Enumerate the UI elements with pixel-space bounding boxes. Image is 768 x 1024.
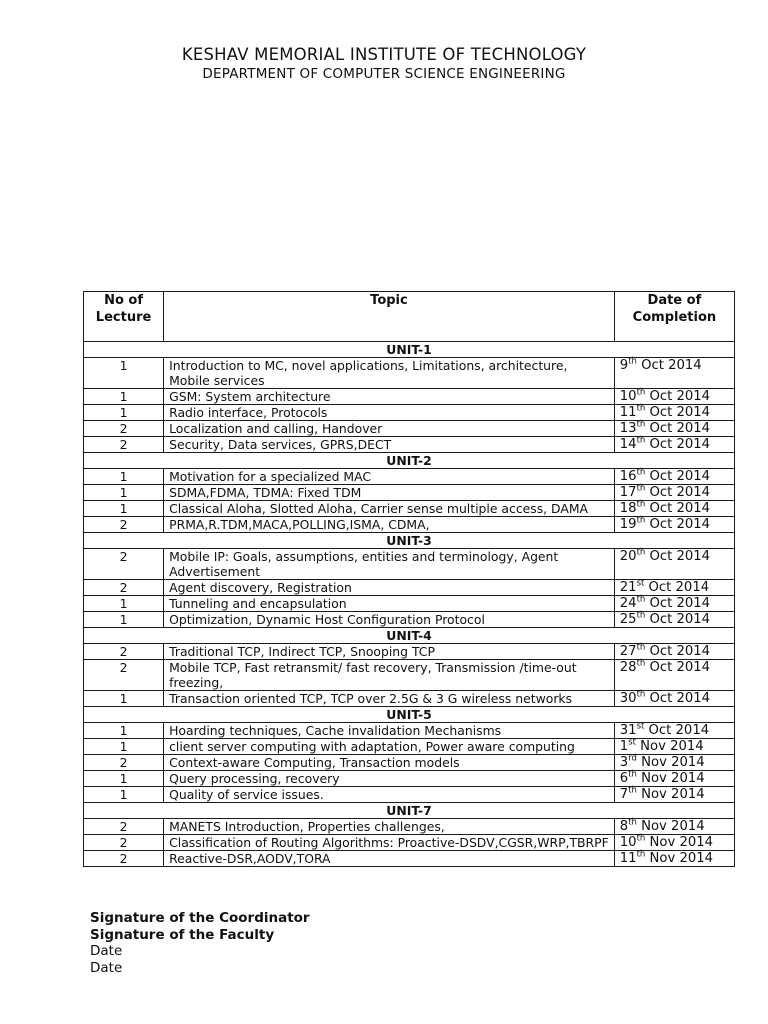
lecture-count: 1 <box>84 485 164 501</box>
topic-cell: PRMA,R.TDM,MACA,POLLING,ISMA, CDMA, <box>164 517 615 533</box>
completion-date <box>614 596 734 612</box>
date-suffix: th <box>636 610 646 621</box>
lecture-count: 1 <box>84 612 164 628</box>
topic-cell: Optimization, Dynamic Host Configuration Protocol <box>164 612 615 628</box>
table-row <box>84 485 735 501</box>
unit-heading: UNIT-2 <box>84 453 735 469</box>
date-day: 31 <box>619 723 637 738</box>
table-row <box>84 580 735 596</box>
date-day: 14 <box>619 437 637 452</box>
topic-cell: MANETS Introduction, Properties challenges, <box>164 819 615 835</box>
lecture-count: 1 <box>84 739 164 755</box>
completion-date <box>614 787 734 803</box>
date-month-year: Oct 2014 <box>649 389 711 404</box>
topic-cell: Classification of Routing Algorithms: Proactive-DSDV,CGSR,WRP,TBRPF <box>164 835 615 851</box>
date-month-year: Nov 2014 <box>641 755 705 770</box>
table-row <box>84 405 735 421</box>
lecture-count: 1 <box>84 501 164 517</box>
date-suffix: st <box>628 737 636 748</box>
date-suffix: th <box>636 499 646 510</box>
unit-heading: UNIT-7 <box>84 803 735 819</box>
unit-heading-row <box>84 533 735 549</box>
date-month-year: Oct 2014 <box>641 358 702 373</box>
date-day: 17 <box>619 485 637 500</box>
lecture-count: 1 <box>84 787 164 803</box>
topic-cell: Mobile TCP, Fast retransmit/ fast recovery, Transmission /time-out freezing, <box>164 660 615 691</box>
date-day: 11 <box>619 851 637 866</box>
lecture-count: 1 <box>84 723 164 739</box>
date-month-year: Oct 2014 <box>649 691 711 706</box>
date-day: 25 <box>619 612 637 627</box>
completion-date <box>614 501 734 517</box>
table-body <box>84 342 735 867</box>
date-suffix: th <box>628 817 637 828</box>
date-month-year: Oct 2014 <box>648 580 710 595</box>
date-month-year: Oct 2014 <box>649 501 711 516</box>
date-suffix: th <box>628 769 637 780</box>
date-month-year: Nov 2014 <box>641 771 705 786</box>
institute-name: KESHAV MEMORIAL INSTITUTE OF TECHNOLOGY <box>181 45 587 64</box>
table-row <box>84 771 735 787</box>
table-row <box>84 739 735 755</box>
date-month-year: Oct 2014 <box>649 437 711 452</box>
date-day: 30 <box>619 691 637 706</box>
date-suffix: th <box>636 642 646 653</box>
table-row <box>84 644 735 660</box>
date-day: 8 <box>619 819 629 834</box>
completion-date <box>614 469 734 485</box>
completion-date <box>614 739 734 755</box>
date-day: 19 <box>619 517 637 532</box>
completion-date <box>614 851 734 867</box>
completion-date <box>614 421 734 437</box>
topic-cell: Transaction oriented TCP, TCP over 2.5G & 3 G wireless networks <box>164 691 615 707</box>
lecture-count: 2 <box>84 835 164 851</box>
unit-heading-row <box>84 707 735 723</box>
table-row <box>84 421 735 437</box>
completion-date <box>614 517 734 533</box>
table-row <box>84 835 735 851</box>
table-row <box>84 549 735 580</box>
completion-date <box>614 835 734 851</box>
table-row <box>84 437 735 453</box>
date-month-year: Oct 2014 <box>649 596 711 611</box>
completion-date <box>614 358 734 389</box>
date-suffix: th <box>636 849 646 860</box>
lecture-count: 2 <box>84 819 164 835</box>
topic-cell: Radio interface, Protocols <box>164 405 615 421</box>
date-month-year: Nov 2014 <box>641 819 705 834</box>
completion-date <box>614 580 734 596</box>
unit-heading-row <box>84 453 735 469</box>
topic-cell: Traditional TCP, Indirect TCP, Snooping TCP <box>164 644 615 660</box>
table-row <box>84 358 735 389</box>
date-month-year: Oct 2014 <box>649 549 711 564</box>
table-row <box>84 501 735 517</box>
date-suffix: th <box>636 435 646 446</box>
date-month-year: Nov 2014 <box>640 739 704 754</box>
topic-cell: SDMA,FDMA, TDMA: Fixed TDM <box>164 485 615 501</box>
unit-heading-row <box>84 628 735 644</box>
date-day: 3 <box>619 755 629 770</box>
lesson-plan-table <box>83 291 735 867</box>
table-row <box>84 612 735 628</box>
lecture-count: 1 <box>84 389 164 405</box>
date-day: 10 <box>619 835 637 850</box>
lecture-count: 2 <box>84 755 164 771</box>
date-day: 20 <box>619 549 637 564</box>
date-suffix: th <box>636 483 646 494</box>
coordinator-signature-label: Signature of the Coordinator <box>90 910 310 926</box>
col-header-date: Date of Completion <box>614 292 734 342</box>
table-row <box>84 819 735 835</box>
completion-date <box>614 612 734 628</box>
unit-heading: UNIT-4 <box>84 628 735 644</box>
date-suffix: th <box>636 547 646 558</box>
table-row <box>84 691 735 707</box>
date-day: 11 <box>619 405 637 420</box>
topic-cell: Quality of service issues. <box>164 787 615 803</box>
unit-heading: UNIT-1 <box>84 342 735 358</box>
topic-cell: Motivation for a specialized MAC <box>164 469 615 485</box>
unit-heading: UNIT-3 <box>84 533 735 549</box>
date-month-year: Oct 2014 <box>649 485 711 500</box>
date-label-1: Date <box>90 943 123 959</box>
lecture-count: 2 <box>84 549 164 580</box>
date-suffix: st <box>636 578 645 589</box>
topic-cell: Agent discovery, Registration <box>164 580 615 596</box>
date-month-year: Oct 2014 <box>649 517 711 532</box>
table-row <box>84 469 735 485</box>
date-suffix: rd <box>628 753 637 764</box>
completion-date <box>614 437 734 453</box>
lecture-count: 1 <box>84 596 164 612</box>
date-day: 10 <box>619 389 637 404</box>
lecture-count: 2 <box>84 437 164 453</box>
date-day: 21 <box>619 580 637 595</box>
completion-date <box>614 755 734 771</box>
date-day: 28 <box>619 660 637 675</box>
lecture-count: 2 <box>84 660 164 691</box>
date-day: 13 <box>619 421 637 436</box>
table-row <box>84 723 735 739</box>
unit-heading: UNIT-5 <box>84 707 735 723</box>
topic-cell: Reactive-DSR,AODV,TORA <box>164 851 615 867</box>
date-suffix: th <box>636 419 646 430</box>
completion-date <box>614 691 734 707</box>
topic-cell: GSM: System architecture <box>164 389 615 405</box>
table-row <box>84 660 735 691</box>
lecture-count: 2 <box>84 644 164 660</box>
topic-cell: Context-aware Computing, Transaction models <box>164 755 615 771</box>
date-suffix: th <box>636 594 646 605</box>
date-suffix: th <box>636 403 646 414</box>
date-day: 9 <box>619 358 629 373</box>
completion-date <box>614 723 734 739</box>
date-suffix: th <box>636 833 646 844</box>
date-month-year: Nov 2014 <box>641 787 705 802</box>
lecture-count: 2 <box>84 517 164 533</box>
completion-date <box>614 485 734 501</box>
date-suffix: th <box>636 689 646 700</box>
lecture-count: 1 <box>84 469 164 485</box>
table-row <box>84 787 735 803</box>
table-header-row <box>84 292 735 342</box>
lecture-count: 2 <box>84 580 164 596</box>
topic-cell: Localization and calling, Handover <box>164 421 615 437</box>
completion-date <box>614 644 734 660</box>
date-month-year: Oct 2014 <box>649 469 711 484</box>
date-suffix: th <box>636 467 646 478</box>
topic-cell: Query processing, recovery <box>164 771 615 787</box>
lecture-count: 1 <box>84 405 164 421</box>
date-day: 6 <box>619 771 629 786</box>
date-month-year: Oct 2014 <box>649 660 711 675</box>
table-row <box>84 596 735 612</box>
date-suffix: st <box>636 721 645 732</box>
table-row <box>84 755 735 771</box>
date-suffix: th <box>636 658 646 669</box>
date-suffix: th <box>628 356 637 367</box>
date-month-year: Nov 2014 <box>649 835 714 850</box>
date-month-year: Oct 2014 <box>649 612 711 627</box>
date-day: 24 <box>619 596 637 611</box>
faculty-signature-label: Signature of the Faculty <box>90 926 275 943</box>
date-month-year: Oct 2014 <box>649 421 711 436</box>
topic-cell: Hoarding techniques, Cache invalidation Mechanisms <box>164 723 615 739</box>
date-month-year: Oct 2014 <box>648 723 710 738</box>
lecture-count: 2 <box>84 851 164 867</box>
date-suffix: th <box>636 387 646 398</box>
completion-date <box>614 819 734 835</box>
date-day: 7 <box>619 787 629 802</box>
table-row <box>84 517 735 533</box>
lecture-count: 1 <box>84 358 164 389</box>
topic-cell: Mobile IP: Goals, assumptions, entities and terminology, Agent Advertisement <box>164 549 615 580</box>
table-row <box>84 389 735 405</box>
completion-date <box>614 405 734 421</box>
date-day: 16 <box>619 469 637 484</box>
date-day: 18 <box>619 501 637 516</box>
date-month-year: Oct 2014 <box>649 644 711 659</box>
col-header-lecture: No of Lecture <box>84 292 164 342</box>
date-label-2: Date <box>90 959 123 976</box>
completion-date <box>614 771 734 787</box>
completion-date <box>614 660 734 691</box>
date-day: 1 <box>619 739 629 754</box>
topic-cell: Introduction to MC, novel applications, Limitations, architecture, Mobile services <box>164 358 615 389</box>
unit-heading-row <box>84 342 735 358</box>
lecture-count: 2 <box>84 421 164 437</box>
lecture-count: 1 <box>84 691 164 707</box>
completion-date <box>614 389 734 405</box>
date-day: 27 <box>619 644 637 659</box>
lecture-count: 1 <box>84 771 164 787</box>
date-suffix: th <box>628 785 637 796</box>
completion-date <box>614 549 734 580</box>
topic-cell: Classical Aloha, Slotted Aloha, Carrier sense multiple access, DAMA <box>164 501 615 517</box>
table-row <box>84 851 735 867</box>
topic-cell: Tunneling and encapsulation <box>164 596 615 612</box>
topic-cell: Security, Data services, GPRS,DECT <box>164 437 615 453</box>
date-month-year: Oct 2014 <box>649 405 711 420</box>
col-header-topic: Topic <box>164 292 615 342</box>
date-suffix: th <box>636 515 646 526</box>
unit-heading-row <box>84 803 735 819</box>
date-month-year: Nov 2014 <box>649 851 714 866</box>
signature-block <box>90 910 310 976</box>
topic-cell: client server computing with adaptation, Power aware computing <box>164 739 615 755</box>
department-name: DEPARTMENT OF COMPUTER SCIENCE ENGINEERING <box>202 66 566 82</box>
